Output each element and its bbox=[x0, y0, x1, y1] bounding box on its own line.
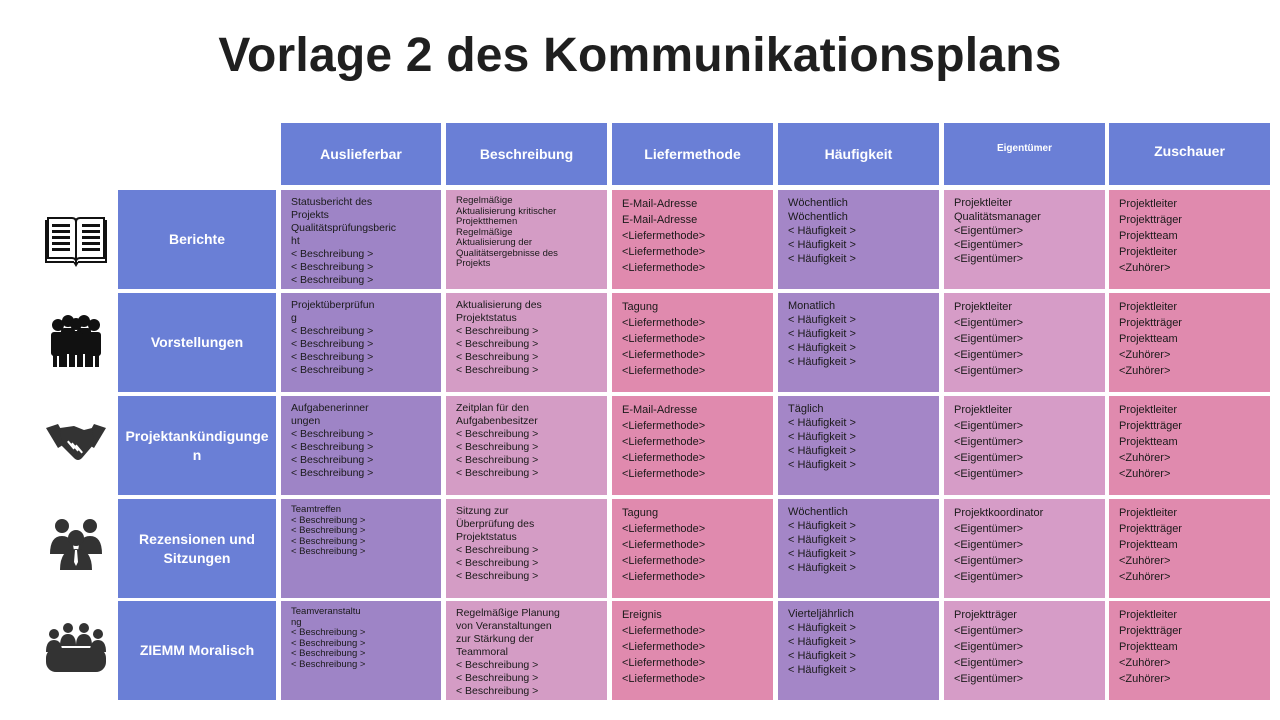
cell-line: < Beschreibung > bbox=[291, 261, 374, 273]
cell-line: Statusbericht des bbox=[291, 196, 373, 208]
cell-line: <Liefermethode> bbox=[622, 333, 706, 345]
cell-owner bbox=[944, 601, 1105, 700]
cell-line: <Eigentümer> bbox=[954, 365, 1024, 377]
cell-line: Aktualisierung des bbox=[456, 299, 542, 311]
cell-line: Aufgabenbesitzer bbox=[456, 415, 538, 427]
cell-line: Aktualisierung kritischer bbox=[456, 205, 557, 217]
cell-line: < Häufigkeit > bbox=[788, 636, 856, 648]
cell-line: Täglich bbox=[788, 403, 824, 415]
cell-line: <Liefermethode> bbox=[622, 420, 706, 432]
cell-line: < Häufigkeit > bbox=[788, 534, 856, 546]
cell-line: < Beschreibung > bbox=[456, 454, 539, 466]
cell-line: < Häufigkeit > bbox=[788, 459, 856, 471]
cell-line: Projektteam bbox=[1119, 641, 1178, 653]
page-title: Vorlage 2 des Kommunikationsplans bbox=[218, 29, 1062, 82]
cell-audience bbox=[1109, 293, 1270, 392]
cell-owner bbox=[944, 499, 1105, 598]
cell-line: Aktualisierung der bbox=[456, 237, 533, 248]
header-owner: Eigentümer bbox=[944, 123, 1105, 185]
cell-line: von Veranstaltungen bbox=[456, 620, 552, 632]
cell-line: <Eigentümer> bbox=[954, 555, 1024, 567]
cell-line: < Häufigkeit > bbox=[788, 622, 856, 634]
row-label-rezensionen: Rezensionen und Sitzungen bbox=[118, 499, 276, 598]
cell-line: <Eigentümer> bbox=[954, 625, 1024, 637]
cell-line: <Eigentümer> bbox=[954, 349, 1024, 361]
cell-line: < Häufigkeit > bbox=[788, 328, 856, 340]
cell-line: <Liefermethode> bbox=[622, 262, 706, 274]
cell-line: < Beschreibung > bbox=[291, 338, 374, 350]
cell-line: g bbox=[291, 312, 297, 324]
header-deliverable: Auslieferbar bbox=[281, 123, 441, 185]
cell-line: <Liefermethode> bbox=[622, 365, 706, 377]
cell-line: <Liefermethode> bbox=[622, 452, 706, 464]
cell-line: < Beschreibung > bbox=[456, 544, 539, 556]
cell-delivery-method bbox=[612, 190, 773, 289]
cell-line: < Beschreibung > bbox=[291, 274, 374, 286]
cell-line: < Beschreibung > bbox=[291, 535, 366, 547]
cell-description bbox=[446, 396, 607, 495]
cell-line: Projektträger bbox=[1119, 214, 1182, 226]
meeting-group-icon bbox=[44, 516, 108, 572]
cell-line: Wöchentlich bbox=[788, 211, 848, 223]
cell-line: ungen bbox=[291, 415, 321, 427]
cell-frequency bbox=[778, 190, 939, 289]
cell-line: Projektleiter bbox=[954, 301, 1013, 313]
cell-line: Regelmäßige Planung bbox=[456, 607, 560, 619]
cell-line: E-Mail-Adresse bbox=[622, 214, 698, 226]
cell-line: < Beschreibung > bbox=[291, 454, 374, 466]
cell-line: < Häufigkeit > bbox=[788, 253, 856, 265]
cell-line: < Häufigkeit > bbox=[788, 239, 856, 251]
cell-line: Ereignis bbox=[622, 609, 662, 621]
cell-line: Projektkoordinator bbox=[954, 507, 1044, 519]
cell-line: Projekts bbox=[456, 258, 491, 269]
cell-line: < Häufigkeit > bbox=[788, 431, 856, 443]
cell-line: <Zuhörer> bbox=[1119, 365, 1171, 377]
cell-delivery-method bbox=[612, 601, 773, 700]
cell-line: <Eigentümer> bbox=[954, 523, 1024, 535]
cell-line: <Liefermethode> bbox=[622, 523, 706, 535]
cell-line: <Liefermethode> bbox=[622, 673, 706, 685]
cell-description bbox=[446, 190, 607, 289]
cell-line: E-Mail-Adresse bbox=[622, 198, 698, 210]
cell-line: Projektstatus bbox=[456, 312, 517, 324]
cell-line: <Liefermethode> bbox=[622, 246, 706, 258]
cell-line: E-Mail-Adresse bbox=[622, 404, 698, 416]
cell-line: <Zuhörer> bbox=[1119, 262, 1171, 274]
cell-frequency bbox=[778, 499, 939, 598]
cell-line: <Liefermethode> bbox=[622, 571, 706, 583]
cell-line: Zeitplan für den bbox=[456, 402, 529, 414]
cell-line: <Eigentümer> bbox=[954, 539, 1024, 551]
cell-line: < Beschreibung > bbox=[291, 325, 374, 337]
cell-line: Projektteam bbox=[1119, 539, 1178, 551]
cell-line: Teamveranstaltu bbox=[291, 606, 361, 617]
cell-deliverable bbox=[281, 396, 441, 495]
cell-line: Teammoral bbox=[456, 646, 508, 658]
cell-line: <Liefermethode> bbox=[622, 625, 706, 637]
cell-line: <Liefermethode> bbox=[622, 468, 706, 480]
cell-line: Überprüfung des bbox=[456, 518, 535, 530]
cell-line: < Beschreibung > bbox=[456, 672, 539, 684]
cell-line: <Liefermethode> bbox=[622, 641, 706, 653]
cell-delivery-method bbox=[612, 396, 773, 495]
cell-line: Sitzung zur bbox=[456, 505, 509, 517]
cell-line: <Eigentümer> bbox=[954, 436, 1024, 448]
cell-line: < Beschreibung > bbox=[456, 338, 539, 350]
cell-line: <Liefermethode> bbox=[622, 230, 706, 242]
cell-line: Aufgabenerinner bbox=[291, 402, 369, 414]
cell-line: < Beschreibung > bbox=[456, 428, 539, 440]
cell-line: < Beschreibung > bbox=[291, 637, 366, 649]
cell-line: <Eigentümer> bbox=[954, 468, 1024, 480]
cell-line: Projektleiter bbox=[1119, 246, 1178, 258]
header-audience: Zuschauer bbox=[1109, 123, 1270, 185]
cell-line: <Eigentümer> bbox=[954, 571, 1024, 583]
cell-line: Tagung bbox=[622, 301, 659, 313]
cell-frequency bbox=[778, 293, 939, 392]
cell-description bbox=[446, 293, 607, 392]
cell-line: < Beschreibung > bbox=[456, 685, 539, 697]
book-icon bbox=[44, 212, 108, 268]
cell-line: Wöchentlich bbox=[788, 506, 848, 518]
cell-line: <Eigentümer> bbox=[954, 317, 1024, 329]
cell-line: Tagung bbox=[622, 507, 659, 519]
cell-line: < Beschreibung > bbox=[456, 659, 539, 671]
cell-line: Vierteljährlich bbox=[788, 608, 854, 620]
cell-line: Projektleiter bbox=[1119, 404, 1178, 416]
cell-line: <Eigentümer> bbox=[954, 333, 1024, 345]
cell-line: < Häufigkeit > bbox=[788, 342, 856, 354]
cell-line: <Zuhörer> bbox=[1119, 349, 1171, 361]
team-icon bbox=[44, 313, 108, 369]
cell-line: Regelmäßige bbox=[456, 195, 513, 206]
cell-line: Projektleiter bbox=[1119, 198, 1178, 210]
cell-line: < Häufigkeit > bbox=[788, 664, 856, 676]
cell-line: Projektstatus bbox=[456, 531, 517, 543]
cell-line: Projektteam bbox=[1119, 436, 1178, 448]
cell-line: <Liefermethode> bbox=[622, 436, 706, 448]
cell-line: Projektleiter bbox=[1119, 507, 1178, 519]
cell-line: < Beschreibung > bbox=[456, 557, 539, 569]
row-label-vorstellungen: Vorstellungen bbox=[118, 293, 276, 392]
cell-line: Projektüberprüfun bbox=[291, 299, 375, 311]
cell-deliverable bbox=[281, 601, 441, 700]
cell-line: <Eigentümer> bbox=[954, 239, 1024, 251]
conference-table-icon bbox=[44, 618, 108, 674]
cell-line: < Beschreibung > bbox=[456, 441, 539, 453]
cell-line: < Beschreibung > bbox=[291, 648, 366, 659]
cell-line: <Zuhörer> bbox=[1119, 673, 1171, 685]
row-label-berichte: Berichte bbox=[118, 190, 276, 289]
cell-owner bbox=[944, 396, 1105, 495]
cell-line: < Häufigkeit > bbox=[788, 548, 856, 560]
cell-line: Projektteam bbox=[1119, 333, 1178, 345]
cell-line: < Beschreibung > bbox=[456, 325, 539, 337]
cell-line: <Eigentümer> bbox=[954, 452, 1024, 464]
cell-line: Monatlich bbox=[788, 300, 836, 312]
cell-line: <Zuhörer> bbox=[1119, 555, 1171, 567]
cell-delivery-method bbox=[612, 499, 773, 598]
cell-line: < Häufigkeit > bbox=[788, 225, 856, 237]
cell-line: < Beschreibung > bbox=[291, 467, 374, 479]
cell-audience bbox=[1109, 601, 1270, 700]
row-label-ziemm: ZIEMM Moralisch bbox=[118, 601, 276, 700]
cell-line: <Eigentümer> bbox=[954, 225, 1024, 237]
cell-line: <Zuhörer> bbox=[1119, 571, 1171, 583]
cell-frequency bbox=[778, 396, 939, 495]
cell-line: Projektteam bbox=[1119, 230, 1178, 242]
cell-line: Qualitätsprüfungsberic bbox=[291, 222, 397, 234]
cell-line: < Beschreibung > bbox=[291, 428, 374, 440]
cell-audience bbox=[1109, 396, 1270, 495]
cell-line: < Beschreibung > bbox=[456, 467, 539, 479]
cell-description bbox=[446, 601, 607, 700]
cell-line: < Beschreibung > bbox=[291, 546, 366, 557]
cell-line: < Beschreibung > bbox=[291, 351, 374, 363]
cell-line: Projektleiter bbox=[954, 404, 1013, 416]
cell-line: < Häufigkeit > bbox=[788, 417, 856, 429]
cell-line: Projektleiter bbox=[954, 197, 1013, 209]
cell-line: <Zuhörer> bbox=[1119, 657, 1171, 669]
cell-line: Projektträger bbox=[1119, 625, 1182, 637]
cell-line: < Beschreibung > bbox=[291, 627, 366, 638]
cell-deliverable bbox=[281, 499, 441, 598]
cell-line: < Beschreibung > bbox=[456, 364, 539, 376]
header-description: Beschreibung bbox=[446, 123, 607, 185]
header-delivery-method: Liefermethode bbox=[612, 123, 773, 185]
cell-line: <Liefermethode> bbox=[622, 539, 706, 551]
cell-line: <Eigentümer> bbox=[954, 657, 1024, 669]
cell-line: Projektthemen bbox=[456, 216, 518, 227]
cell-line: < Häufigkeit > bbox=[788, 445, 856, 457]
cell-line: <Zuhörer> bbox=[1119, 468, 1171, 480]
cell-line: Projekts bbox=[291, 209, 329, 221]
cell-line: < Beschreibung > bbox=[291, 248, 374, 260]
cell-line: <Liefermethode> bbox=[622, 349, 706, 361]
cell-deliverable bbox=[281, 293, 441, 392]
cell-line: Projektleiter bbox=[1119, 301, 1178, 313]
cell-line: Wöchentlich bbox=[788, 197, 848, 209]
cell-line: < Beschreibung > bbox=[456, 570, 539, 582]
cell-line: <Zuhörer> bbox=[1119, 452, 1171, 464]
cell-line: <Eigentümer> bbox=[954, 673, 1024, 685]
cell-line: < Beschreibung > bbox=[291, 514, 366, 526]
cell-line: <Eigentümer> bbox=[954, 641, 1024, 653]
cell-line: Projektleiter bbox=[1119, 609, 1178, 621]
cell-owner bbox=[944, 190, 1105, 289]
cell-line: <Liefermethode> bbox=[622, 555, 706, 567]
cell-line: Projektträger bbox=[1119, 523, 1182, 535]
cell-line: < Beschreibung > bbox=[291, 364, 374, 376]
row-label-projektankuendigungen: Projektankündigunge n bbox=[118, 396, 276, 495]
cell-deliverable bbox=[281, 190, 441, 289]
cell-line: < Häufigkeit > bbox=[788, 314, 856, 326]
cell-audience bbox=[1109, 499, 1270, 598]
cell-delivery-method bbox=[612, 293, 773, 392]
cell-frequency bbox=[778, 601, 939, 700]
header-frequency: Häufigkeit bbox=[778, 123, 939, 185]
cell-line: Qualitätsergebnisse des bbox=[456, 247, 558, 259]
cell-line: <Liefermethode> bbox=[622, 657, 706, 669]
cell-line: < Beschreibung > bbox=[291, 441, 374, 453]
cell-line: ng bbox=[291, 616, 302, 628]
cell-line: <Liefermethode> bbox=[622, 317, 706, 329]
cell-line: < Beschreibung > bbox=[291, 525, 366, 536]
cell-line: < Häufigkeit > bbox=[788, 562, 856, 574]
cell-line: Projektträger bbox=[1119, 317, 1182, 329]
cell-audience bbox=[1109, 190, 1270, 289]
cell-line: <Eigentümer> bbox=[954, 420, 1024, 432]
cell-description bbox=[446, 499, 607, 598]
cell-line: Qualitätsmanager bbox=[954, 211, 1041, 223]
cell-line: < Häufigkeit > bbox=[788, 650, 856, 662]
cell-line: zur Stärkung der bbox=[456, 633, 534, 645]
cell-line: Regelmäßige bbox=[456, 226, 513, 238]
cell-line: ht bbox=[291, 235, 300, 247]
cell-line: < Häufigkeit > bbox=[788, 520, 856, 532]
cell-line: Projektträger bbox=[1119, 420, 1182, 432]
handshake-icon bbox=[44, 414, 108, 470]
cell-line: Teamtreffen bbox=[291, 504, 341, 515]
cell-owner bbox=[944, 293, 1105, 392]
cell-line: Projektträger bbox=[954, 609, 1017, 621]
cell-line: <Eigentümer> bbox=[954, 253, 1024, 265]
cell-line: < Beschreibung > bbox=[456, 351, 539, 363]
cell-line: < Häufigkeit > bbox=[788, 356, 856, 368]
cell-line: < Beschreibung > bbox=[291, 658, 366, 670]
